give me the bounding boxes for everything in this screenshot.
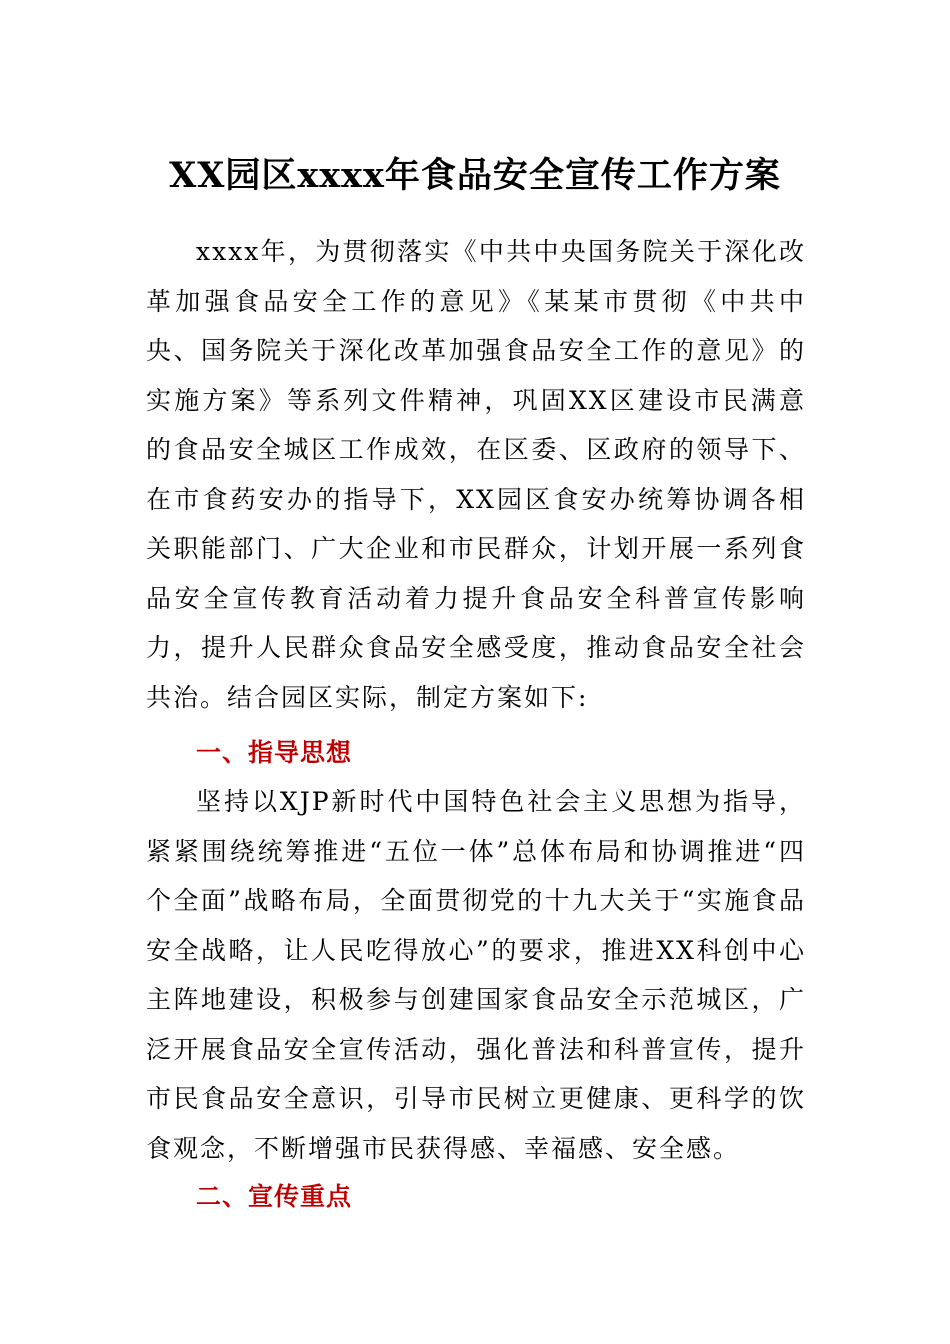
section-heading-publicity-focus: 二、宣传重点 [196,1182,353,1211]
guiding-ideology-paragraph: 坚持以XJP新时代中国特色社会主义思想为指导，紧紧围绕统筹推进“五位一体”总体布局和协调推进“四个全面”战略布局，全面贯彻党的十九大关于“实施食品安全战略，让人民吃得放心”的要求，推进XX科创中心主阵地建设，积极参与创建国家食品安全示范城区，广泛开展食品安全宣传活动，强化普法和科普宣传，提升市民食品安全意识，引导市民树立更健康、更科学的饮食观念，不断增强市民获得感、幸福感、安全感。 [146,787,806,1163]
intro-paragraph: xxxx年，为贯彻落实《中共中央国务院关于深化改革加强食品安全工作的意见》《某某市贯彻《中共中央、国务院关于深化改革加强食品安全工作的意见》的实施方案》等系列文件精神，巩固XX区建设市民满意的食品安全城区工作成效，在区委、区政府的领导下、在市食药安办的指导下，XX园区食安办统筹协调各相关职能部门、广大企业和市民群众，计划开展一系列食品安全宣传教育活动着力提升食品安全科普宣传影响力，提升人民群众食品安全感受度，推动食品安全社会共治。结合园区实际，制定方案如下: [146,237,806,712]
section-heading-guiding-ideology: 一、指导思想 [196,738,353,767]
document-title: XX园区xxxx年食品安全宣传工作方案 [169,155,781,196]
